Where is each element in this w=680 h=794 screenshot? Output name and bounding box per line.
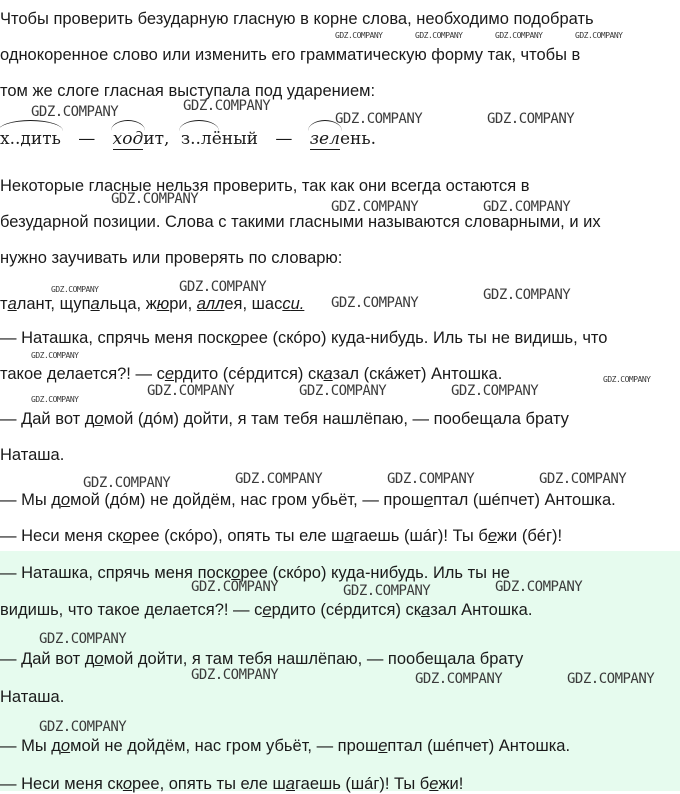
task-line-1: — Наташка, спрячь меня поскорее (скóро) куда-нибудь. Иль ты не видишь, что <box>0 329 608 347</box>
watermark: GDZ.COMPANY <box>451 383 539 399</box>
task-line-5: — Мы домой (дóм) не дойдём, нас гром убьёт, — прошептал (шéпчет) Антошка. <box>0 491 616 509</box>
watermark: GDZ.COMPANY <box>335 31 383 40</box>
watermark: GDZ.COMPANY <box>575 31 623 40</box>
task-line-2: такое делается?! — сердито (сéрдится) сказал (скáжет) Антошка. <box>0 365 503 383</box>
watermark: GDZ.COMPANY <box>487 111 575 127</box>
answer-line-3: — Дай вот домой дойти, я там тебя нашлёпаю, — пообещала брату <box>0 650 524 668</box>
watermark: GDZ.COMPANY <box>331 295 419 311</box>
dictionary-words: талант, щупальца, жюри, аллея, шасси. <box>0 295 305 313</box>
intro2-line-3: нужно заучивать или проверять по словарю: <box>0 249 343 267</box>
watermark: GDZ.COMPANY <box>31 351 79 360</box>
watermark: GDZ.COMPANY <box>483 287 571 303</box>
watermark: GDZ.COMPANY <box>387 471 475 487</box>
watermark: GDZ.COMPANY <box>415 671 503 687</box>
watermark: GDZ.COMPANY <box>111 191 199 207</box>
root-examples: х..дить — ходит, з..лёный — зелень. <box>0 129 376 149</box>
watermark: GDZ.COMPANY <box>179 279 267 295</box>
example-word-1: х..дить <box>0 129 61 149</box>
intro-line-3: том же слоге гласная выступала под ударением: <box>0 82 376 100</box>
watermark: GDZ.COMPANY <box>415 31 463 40</box>
watermark: GDZ.COMPANY <box>83 475 171 491</box>
watermark: GDZ.COMPANY <box>495 579 583 595</box>
task-line-3: — Дай вот домой (дóм) дойти, я там тебя нашлёпаю, — пообещала брату <box>0 410 569 428</box>
watermark: GDZ.COMPANY <box>331 199 419 215</box>
intro-line-1: Чтобы проверить безударную гласную в корне слова, необходимо подобрать <box>0 10 594 28</box>
intro2-line-1: Некоторые гласные нельзя проверить, так как они всегда остаются в <box>0 177 530 195</box>
watermark: GDZ.COMPANY <box>31 395 79 404</box>
watermark: GDZ.COMPANY <box>191 667 279 683</box>
watermark: GDZ.COMPANY <box>191 579 279 595</box>
example-word-2: ход <box>113 129 144 149</box>
watermark: GDZ.COMPANY <box>39 631 127 647</box>
watermark: GDZ.COMPANY <box>343 583 431 599</box>
watermark: GDZ.COMPANY <box>567 671 655 687</box>
task-line-6: — Неси меня скорее (скóро), опять ты еле шагаешь (шáг)! Ты бежи (бéг)! <box>0 527 563 545</box>
answer-line-2: видишь, что такое делается?! — сердито (сéрдится) сказал Антошка. <box>0 601 533 619</box>
intro-line-2: однокоренное слово или изменить его грамматическую форму так, чтобы в <box>0 46 581 64</box>
watermark: GDZ.COMPANY <box>495 31 543 40</box>
watermark: GDZ.COMPANY <box>147 383 235 399</box>
task-line-4: Наташа. <box>0 446 65 464</box>
answer-line-5: — Мы домой не дойдём, нас гром убьёт, — прошептал (шéпчет) Антошка. <box>0 737 571 755</box>
watermark: GDZ.COMPANY <box>335 111 423 127</box>
watermark: GDZ.COMPANY <box>183 98 271 114</box>
watermark: GDZ.COMPANY <box>51 285 99 294</box>
watermark: GDZ.COMPANY <box>235 471 323 487</box>
watermark: GDZ.COMPANY <box>299 383 387 399</box>
watermark: GDZ.COMPANY <box>39 719 127 735</box>
answer-line-6: — Неси меня скорее, опять ты еле шагаешь (шáг)! Ты бежи! <box>0 775 464 793</box>
watermark: GDZ.COMPANY <box>539 471 627 487</box>
example-word-3: з..лёный <box>181 129 258 149</box>
intro2-line-2: безударной позиции. Слова с такими гласными называются словарными, и их <box>0 213 601 231</box>
watermark: GDZ.COMPANY <box>603 375 651 384</box>
watermark: GDZ.COMPANY <box>31 104 119 120</box>
answer-line-1: — Наташка, спрячь меня поскорее (скóро) куда-нибудь. Иль ты не <box>0 564 510 582</box>
answer-line-4: Наташа. <box>0 688 65 706</box>
watermark: GDZ.COMPANY <box>483 199 571 215</box>
example-word-4: зел <box>310 129 340 149</box>
